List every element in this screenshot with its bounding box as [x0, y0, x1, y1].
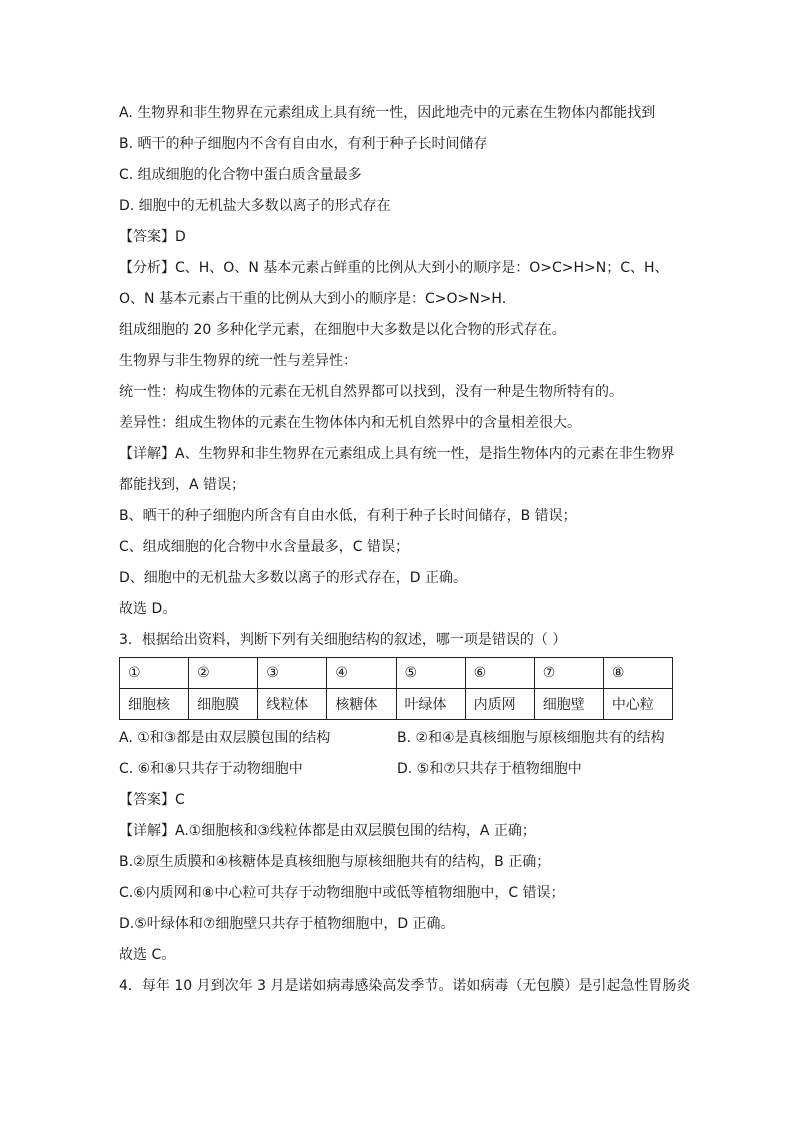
conclusion-line: 故选 D。	[119, 601, 177, 617]
option-c: C. 组成细胞的化合物中蛋白质含量最多	[119, 167, 362, 183]
detail-line: D.⑤叶绿体和⑦细胞壁只共存于植物细胞中，D 正确。	[119, 916, 455, 932]
question-stem: 3．根据给出资料，判断下列有关细胞结构的叙述，哪一项是错误的（ ）	[119, 632, 567, 648]
table-cell: 线粒体	[258, 689, 327, 720]
detail-line: D、细胞中的无机盐大多数以离子的形式存在，D 正确。	[119, 570, 468, 586]
table-row	[120, 658, 673, 689]
table-cell: 内质网	[465, 689, 534, 720]
analysis-line: 组成细胞的 20 多种化学元素，在细胞中大多数是以化合物的形式存在。	[119, 322, 566, 338]
detail-line: C、组成细胞的化合物中水含量最多，C 错误；	[119, 539, 409, 555]
cell-structure-table	[119, 657, 673, 720]
question-stem: 4．每年 10 月到次年 3 月是诺如病毒感染高发季节。诺如病毒（无包膜）是引起急性胃肠炎	[119, 978, 691, 994]
option-b: B. ②和④是真核细胞与原核细胞共有的结构	[397, 730, 665, 746]
analysis-line: O、N 基本元素占干重的比例从大到小的顺序是：C>O>N>H．	[119, 291, 516, 307]
option-a: A. ①和③都是由双层膜包围的结构	[119, 730, 331, 746]
table-cell: 核糖体	[327, 689, 396, 720]
detail-line: C.⑥内质网和⑧中心粒可共存于动物细胞中或低等植物细胞中，C 错误；	[119, 885, 565, 901]
analysis-line: 【分析】C、H、O、N 基本元素占鲜重的比例从大到小的顺序是：O>C>H>N；C、H、	[119, 260, 669, 276]
table-cell: ③	[258, 658, 327, 689]
analysis-line: 统一性：构成生物体的元素在无机自然界都可以找到，没有一种是生物所特有的。	[119, 384, 623, 400]
table-cell: ①	[120, 658, 189, 689]
table-cell: 中心粒	[603, 689, 672, 720]
detail-line: 【详解】A、生物界和非生物界在元素组成上具有统一性，是指生物体内的元素在非生物界	[119, 446, 675, 462]
detail-line: 【详解】A.①细胞核和③线粒体都是由双层膜包围的结构，A 正确；	[119, 823, 536, 839]
answer-label: 【答案】C	[119, 792, 185, 808]
option-c: C. ⑥和⑧只共存于动物细胞中	[119, 761, 303, 777]
table-cell: ②	[189, 658, 258, 689]
conclusion-line: 故选 C。	[119, 947, 176, 963]
detail-line: 都能找到，A 错误；	[119, 477, 246, 493]
table-cell: 细胞核	[120, 689, 189, 720]
table-cell: ⑧	[603, 658, 672, 689]
table-cell: 细胞壁	[534, 689, 603, 720]
option-d: D. 细胞中的无机盐大多数以离子的形式存在	[119, 198, 391, 214]
detail-line: B、晒干的种子细胞内所含有自由水低，有利于种子长时间储存，B 错误；	[119, 508, 577, 524]
table-cell: 细胞膜	[189, 689, 258, 720]
option-b: B. 晒干的种子细胞内不含有自由水，有利于种子长时间储存	[119, 136, 488, 152]
table-cell: ④	[327, 658, 396, 689]
option-a: A. 生物界和非生物界在元素组成上具有统一性，因此地壳中的元素在生物体内都能找到	[119, 105, 656, 121]
table-cell: 叶绿体	[396, 689, 465, 720]
answer-label: 【答案】D	[119, 229, 186, 245]
table-cell: ⑥	[465, 658, 534, 689]
option-d: D. ⑤和⑦只共存于植物细胞中	[397, 761, 582, 777]
table-cell: ⑤	[396, 658, 465, 689]
analysis-line: 差异性：组成生物体的元素在生物体体内和无机自然界中的含量相差很大。	[119, 415, 581, 431]
table-cell: ⑦	[534, 658, 603, 689]
table-row	[120, 689, 673, 720]
detail-line: B.②原生质膜和④核糖体是真核细胞与原核细胞共有的结构，B 正确；	[119, 854, 551, 870]
analysis-line: 生物界与非生物界的统一性与差异性：	[119, 353, 357, 369]
